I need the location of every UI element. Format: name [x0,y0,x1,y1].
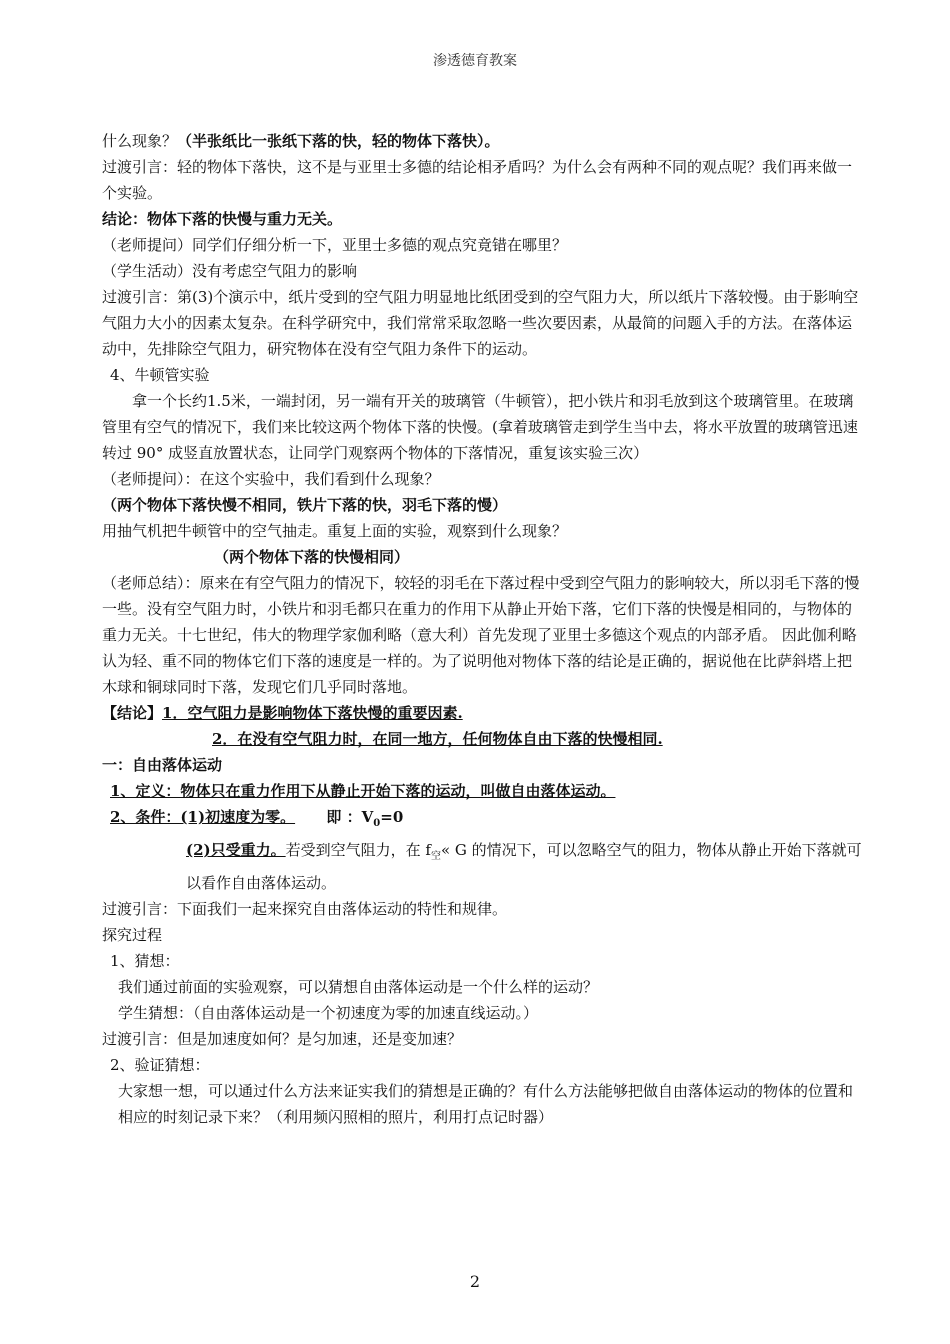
heading-exploration: 探究过程 [102,926,163,944]
subscript-zero: 0 [373,818,381,829]
text: 什么现象？ [102,132,178,150]
text-answer-bold: （半张纸比一张纸下落的快，轻的物体下落快）。 [177,132,500,150]
paragraph-observation-2: （两个物体下落的快慢相同） [214,548,410,566]
paragraph-observation-1: （两个物体下落快慢不相同，铁片下落的快，羽毛下落的慢） [102,496,508,514]
condition-2-text-end: « G 的情况下，可以忽略空气的阻力，物体从静止开始下落就可以看作自由落体运动。 [186,841,862,892]
conclusion-label: 【结论】 [102,704,163,722]
paragraph-verify-question: 大家想一想，可以通过什么方法来证实我们的猜想是正确的？有什么方法能够把做自由落体运动的物体的位置和相应的时刻记录下来？（利用频闪照相的照片，利用打点记时器） [118,1082,854,1126]
definition-text: 1、定义：物体只在重力作用下从静止开始下落的运动，叫做自由落体运动。 [110,782,616,800]
heading-newton-tube: 4、牛顿管实验 [110,366,210,384]
condition-1-formula-end: =0 [380,808,404,826]
paragraph-transition-3: 过渡引言：下面我们一起来探究自由落体运动的特性和规律。 [102,900,508,918]
paragraph-teacher-summary: （老师总结）：原来在有空气阻力的情况下，较轻的羽毛在下落过程中受到空气阻力的影响较大，所以羽毛下落的慢一些。没有空气阻力时，小铁片和羽毛都只在重力的作用下从静止开始下落，它们下落的快慢是相同的，与物体的重力无关。十七世纪，伟大的物理学家伽利略（意大利）首先发现了亚里士多德这个观点的内部矛盾。 因此伽利略认为轻、重不同的物体它们下落的速度是一样的。为了说明他对物体下落的结论是正确的，据说他在比萨斜塔上把木球和铜球同时下落，发现它们几乎同时落地。 [102,574,860,696]
heading-verify: 2、验证猜想： [110,1056,210,1074]
paragraph-pump-air: 用抽气机把牛顿管中的空气抽走。重复上面的实验，观察到什么现象？ [102,522,568,540]
paragraph-newton-tube-description: 拿一个长约1.5米，一端封闭，另一端有开关的玻璃管（牛顿管），把小铁片和羽毛放到这个玻璃管里。在玻璃管里有空气的情况下，我们来比较这两个物体下落的快慢。(拿着玻璃管走到学生当中去，将水平放置的玻璃管迅速转过 90° 成竖直放置状态，让同学门观察两个物体的下落情况，重复该实验三次） [102,392,858,462]
document-body [102,128,862,1130]
heading-guess: 1、猜想： [110,952,180,970]
paragraph-condition-2 [102,837,862,896]
paragraph-conclusion-1 [102,700,862,726]
condition-1-text: 2、条件：(1)初速度为零。 [110,808,296,826]
page-header: 渗透德育教案 [433,53,517,69]
subscript-air: 空 [430,851,441,862]
paragraph-transition-1: 过渡引言：轻的物体下落快，这不是与亚里士多德的结论相矛盾吗？为什么会有两种不同的观点呢？我们再来做一个实验。 [102,158,853,202]
paragraph-condition-1 [102,804,862,837]
paragraph-conclusion-2 [102,726,862,752]
paragraph-student-activity: （学生活动）没有考虑空气阻力的影响 [102,262,358,280]
page-number: 2 [469,1272,481,1291]
heading-free-fall: 一：自由落体运动 [102,756,223,774]
condition-1-formula: 即 ：V [326,808,374,826]
paragraph-teacher-question-2: （老师提问）：在这个实验中，我们看到什么现象？ [102,470,440,488]
condition-2-label: (2)只受重力。 [186,841,286,859]
paragraph-transition-2: 过渡引言：第(3)个演示中，纸片受到的空气阻力明显地比纸团受到的空气阻力大，所以纸片下落较慢。由于影响空气阻力大小的因素太复杂。在科学研究中，我们常常采取忽略一些次要因素，从最简的问题入手的方法。在落体运动中，先排除空气阻力，研究物体在没有空气阻力条件下的运动。 [102,288,859,358]
paragraph-student-guess: 学生猜想：（自由落体运动是一个初速度为零的加速直线运动。） [118,1004,539,1022]
paragraph-guess-question: 我们通过前面的实验观察，可以猜想自由落体运动是一个什么样的运动？ [118,978,599,996]
conclusion-item-2: 2．在没有空气阻力时，在同一地方，任何物体自由下落的快慢相同. [212,730,663,748]
paragraph-definition [102,778,862,804]
condition-2-text: 若受到空气阻力，在 f [285,841,431,859]
paragraph-transition-4: 过渡引言：但是加速度如何？是匀加速，还是变加速？ [102,1030,463,1048]
paragraph-phenomenon-question [102,128,862,154]
conclusion-item-1: 1．空气阻力是影响物体下落快慢的重要因素. [162,704,463,722]
paragraph-conclusion-gravity: 结论：物体下落的快慢与重力无关。 [102,210,343,228]
paragraph-teacher-question: （老师提问）同学们仔细分析一下，亚里士多德的观点究竟错在哪里？ [102,236,568,254]
